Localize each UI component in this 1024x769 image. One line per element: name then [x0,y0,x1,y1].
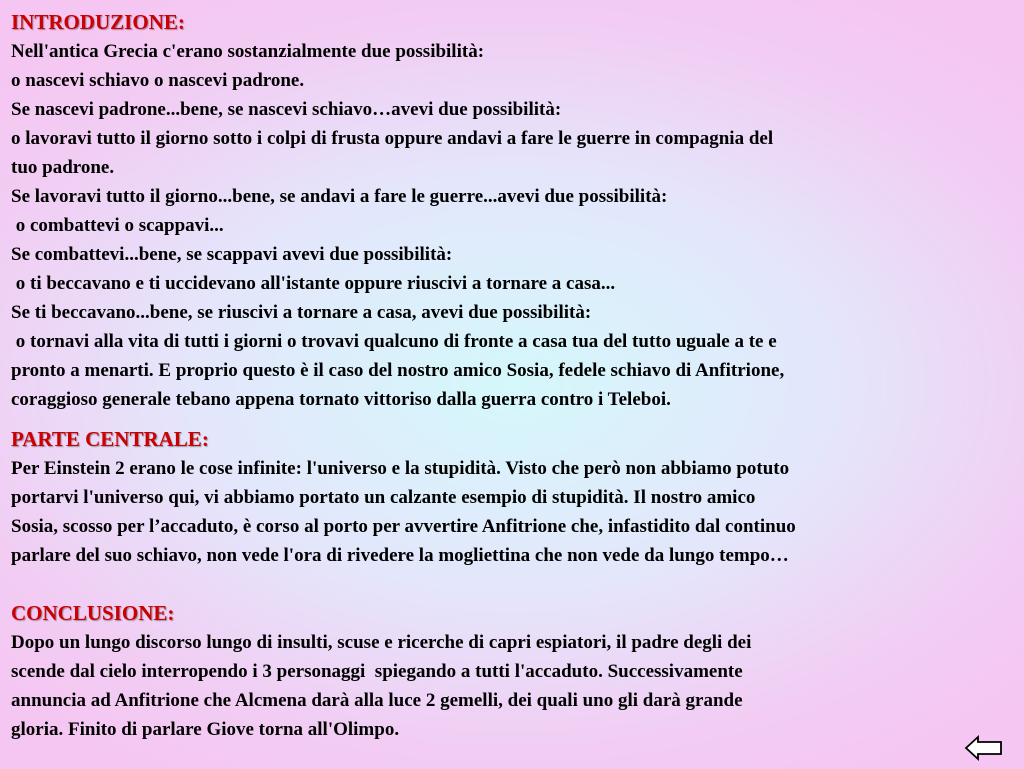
middle-line: Sosia, scosso per l’accaduto, è corso al porto per avvertire Anfitrione che, infastidito dal continuo [11,516,796,537]
intro-line: Nell'antica Grecia c'erano sostanzialmente due possibilità: [11,41,485,62]
intro-line: coraggioso generale tebano appena tornato vittoriso dalla guerra contro i Teleboi. [11,389,671,410]
middle-line: Per Einstein 2 erano le cose infinite: l'universo e la stupidità. Visto che però non abbiamo potuto [11,458,790,479]
intro-line: o combattevi o scappavi... [11,215,224,236]
intro-line: pronto a menarti. E proprio questo è il caso del nostro amico Sosia, fedele schiavo di Anfitrione, [11,360,785,381]
back-arrow-icon [964,732,1004,764]
intro-line: o nascevi schiavo o nascevi padrone. [11,70,305,91]
intro-heading: INTRODUZIONE: [11,10,185,34]
conclusion-line: annuncia ad Anfitrione che Alcmena darà alla luce 2 gemelli, dei quali uno gli darà grande [11,690,743,711]
intro-line: o tornavi alla vita di tutti i giorni o trovavi qualcuno di fronte a casa tua del tutto uguale a te e [11,331,777,352]
intro-line: o lavoravi tutto il giorno sotto i colpi di frusta oppure andavi a fare le guerre in compagnia del [11,128,774,149]
intro-paragraph [11,37,1011,414]
middle-paragraph [11,454,1011,570]
conclusion-paragraph [11,628,1011,744]
slide-content [11,8,1011,744]
conclusion-line: scende dal cielo interropendo i 3 personaggi spiegando a tutti l'accaduto. Successivamente [11,661,743,682]
intro-line: tuo padrone. [11,157,115,178]
intro-line: Se nascevi padrone...bene, se nascevi schiavo…avevi due possibilità: [11,99,562,120]
conclusion-line: gloria. Finito di parlare Giove torna all'Olimpo. [11,719,400,740]
intro-line: Se ti beccavano...bene, se riuscivi a tornare a casa, avevi due possibilità: [11,302,592,323]
back-button[interactable] [964,732,1004,764]
middle-line: portarvi l'universo qui, vi abbiamo portato un calzante esempio di stupidità. Il nostro amico [11,487,756,508]
middle-line: parlare del suo schiavo, non vede l'ora di rivedere la mogliettina che non vede da lungo tempo… [11,545,789,566]
conclusion-line: Dopo un lungo discorso lungo di insulti, scuse e ricerche di capri espiatori, il padre degli dei [11,632,752,653]
conclusion-heading: CONCLUSIONE: [11,601,175,625]
intro-line: Se lavoravi tutto il giorno...bene, se andavi a fare le guerre...avevi due possibilità: [11,186,668,207]
intro-line: Se combattevi...bene, se scappavi avevi due possibilità: [11,244,453,265]
middle-heading: PARTE CENTRALE: [11,427,209,451]
intro-line: o ti beccavano e ti uccidevano all'istante oppure riuscivi a tornare a casa... [11,273,616,294]
